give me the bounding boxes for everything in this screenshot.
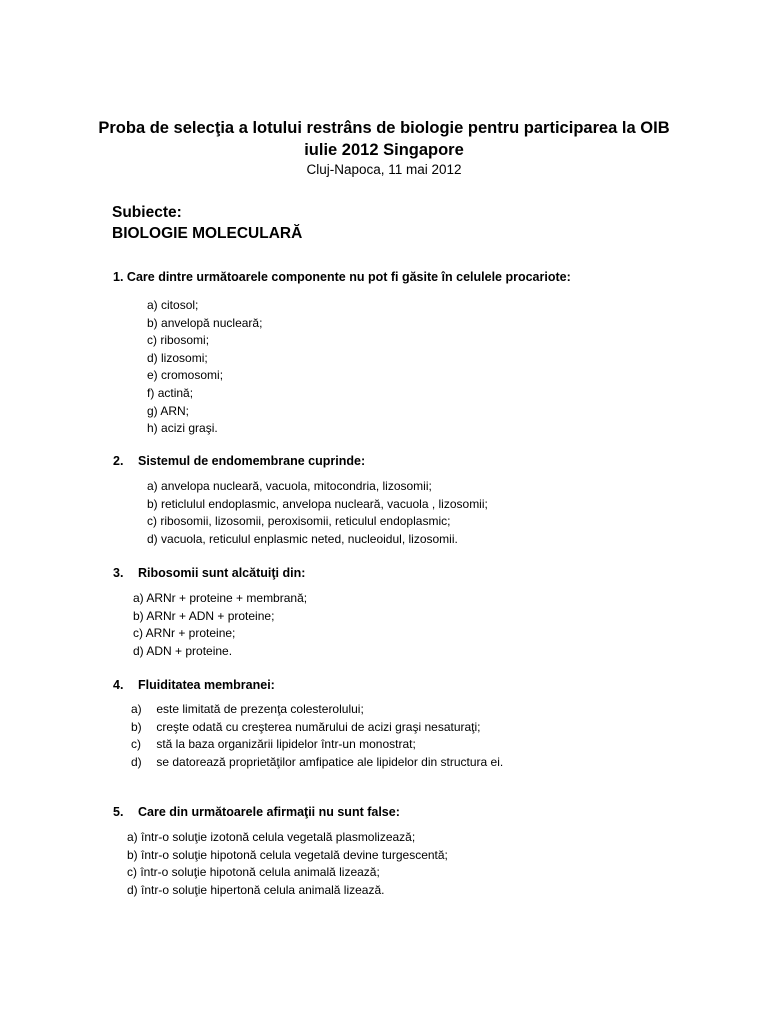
option-text: cromosomi; [161,368,224,383]
document-title-line-2: iulie 2012 Singapore [304,141,464,159]
option-text: ARNr + proteine + membrană; [146,591,308,605]
option-row [147,350,262,368]
option-text: ADN + proteine. [146,643,233,658]
option-label: d) [147,350,158,365]
option-row [147,332,262,350]
option-label: b) [147,496,158,511]
option-label: b) [131,719,142,734]
option-row [131,701,503,719]
option-text: ARNr + proteine; [145,626,236,641]
question-2-options [147,478,488,548]
question-number: 3. [113,566,124,580]
option-label: c) [131,737,141,752]
option-row [127,882,448,900]
option-label: b) [147,315,158,330]
option-text: este limitată de prezenţa colesterolului; [156,702,364,716]
option-text: ARNr + ADN + proteine; [146,608,275,623]
option-row [147,513,488,531]
option-row [147,420,262,438]
option-label: c) [147,333,157,348]
option-row [147,297,262,315]
option-text: actină; [157,385,194,400]
subjects-heading: Subiecte: [112,204,182,221]
option-label: a) [131,702,142,716]
question-text: Ribosomii sunt alcătuiţi din: [138,566,306,580]
option-text: stă la baza organizării lipidelor într-un monostrat; [156,737,416,752]
document-subtitle: Cluj-Napoca, 11 mai 2012 [306,162,462,177]
option-row [133,590,307,608]
option-label: d) [147,531,158,546]
option-text: lizosomi; [161,350,208,365]
option-text: ribosomii, lizosomii, peroxisomii, reticulul endoplasmic; [160,514,451,529]
option-text: acizi graşi. [161,421,218,436]
question-5 [113,804,400,820]
question-text: Care din următoarele afirmaţii nu sunt false: [138,805,400,819]
option-label: e) [147,368,158,383]
option-label: a) [127,830,138,844]
option-row [147,403,262,421]
option-text: într-o soluţie hipertonă celula animală lizează. [141,882,385,897]
option-label: c) [127,865,137,880]
question-1-options [147,297,262,438]
option-label: g) [147,403,158,418]
option-row [131,719,503,737]
option-text: anvelopa nucleară, vacuola, mitocondria, lizosomii; [161,479,432,493]
option-text: creşte odată cu creşterea numărului de acizi graşi nesaturaţi; [156,719,481,734]
option-row [133,608,307,626]
option-text: citosol; [161,298,199,312]
option-row [133,643,307,661]
option-label: f) [147,385,155,400]
option-text: ARN; [160,403,190,418]
option-text: se datorează proprietăţilor amfipatice ale lipidelor din structura ei. [156,754,504,769]
option-row [127,847,448,865]
option-label: d) [131,754,142,769]
option-text: într-o soluţie izotonă celula vegetală plasmolizează; [141,830,416,844]
option-label: c) [133,626,143,641]
option-label: b) [127,847,138,862]
option-row [147,367,262,385]
option-label: d) [133,643,144,658]
option-label: a) [147,479,158,493]
option-row [127,829,448,847]
option-text: într-o soluţie hipotonă celula vegetală devine turgescentă; [141,847,448,862]
option-row [147,315,262,333]
option-text: ribosomi; [160,333,210,348]
option-label: a) [147,298,158,312]
option-row [147,385,262,403]
question-number: 1. [113,270,124,284]
option-row [147,496,488,514]
question-3 [113,565,305,581]
option-row [147,531,488,549]
question-4 [113,677,275,693]
question-1 [113,269,571,285]
question-number: 2. [113,454,124,468]
question-5-options [127,829,448,899]
option-row [133,625,307,643]
question-text: Sistemul de endomembrane cuprinde: [138,454,366,468]
option-label: h) [147,421,158,436]
option-text: reticlulul endoplasmic, anvelopa nucleară, vacuola , lizosomii; [161,496,488,511]
question-2 [113,453,365,469]
option-text: vacuola, reticulul enplasmic neted, nucleoidul, lizosomii. [161,531,458,546]
option-row [131,754,503,772]
option-row [147,478,488,496]
option-text: într-o soluţie hipotonă celula animală lizează; [140,865,380,880]
option-text: anvelopă nucleară; [161,315,263,330]
question-number: 5. [113,805,124,819]
option-label: d) [127,882,138,897]
question-4-options [131,701,503,771]
option-label: c) [147,514,157,529]
option-label: b) [133,608,144,623]
question-number: 4. [113,678,124,692]
question-3-options [133,590,307,660]
question-text: Fluiditatea membranei: [138,678,275,692]
option-label: a) [133,591,144,605]
document-title-line-1: Proba de selecţia a lotului restrâns de biologie pentru participarea la OIB [98,119,670,137]
option-row [127,864,448,882]
question-text: Care dintre următoarele componente nu pot fi găsite în celulele procariote: [126,270,571,284]
option-row [131,736,503,754]
category-heading: BIOLOGIE MOLECULARĂ [112,225,303,242]
